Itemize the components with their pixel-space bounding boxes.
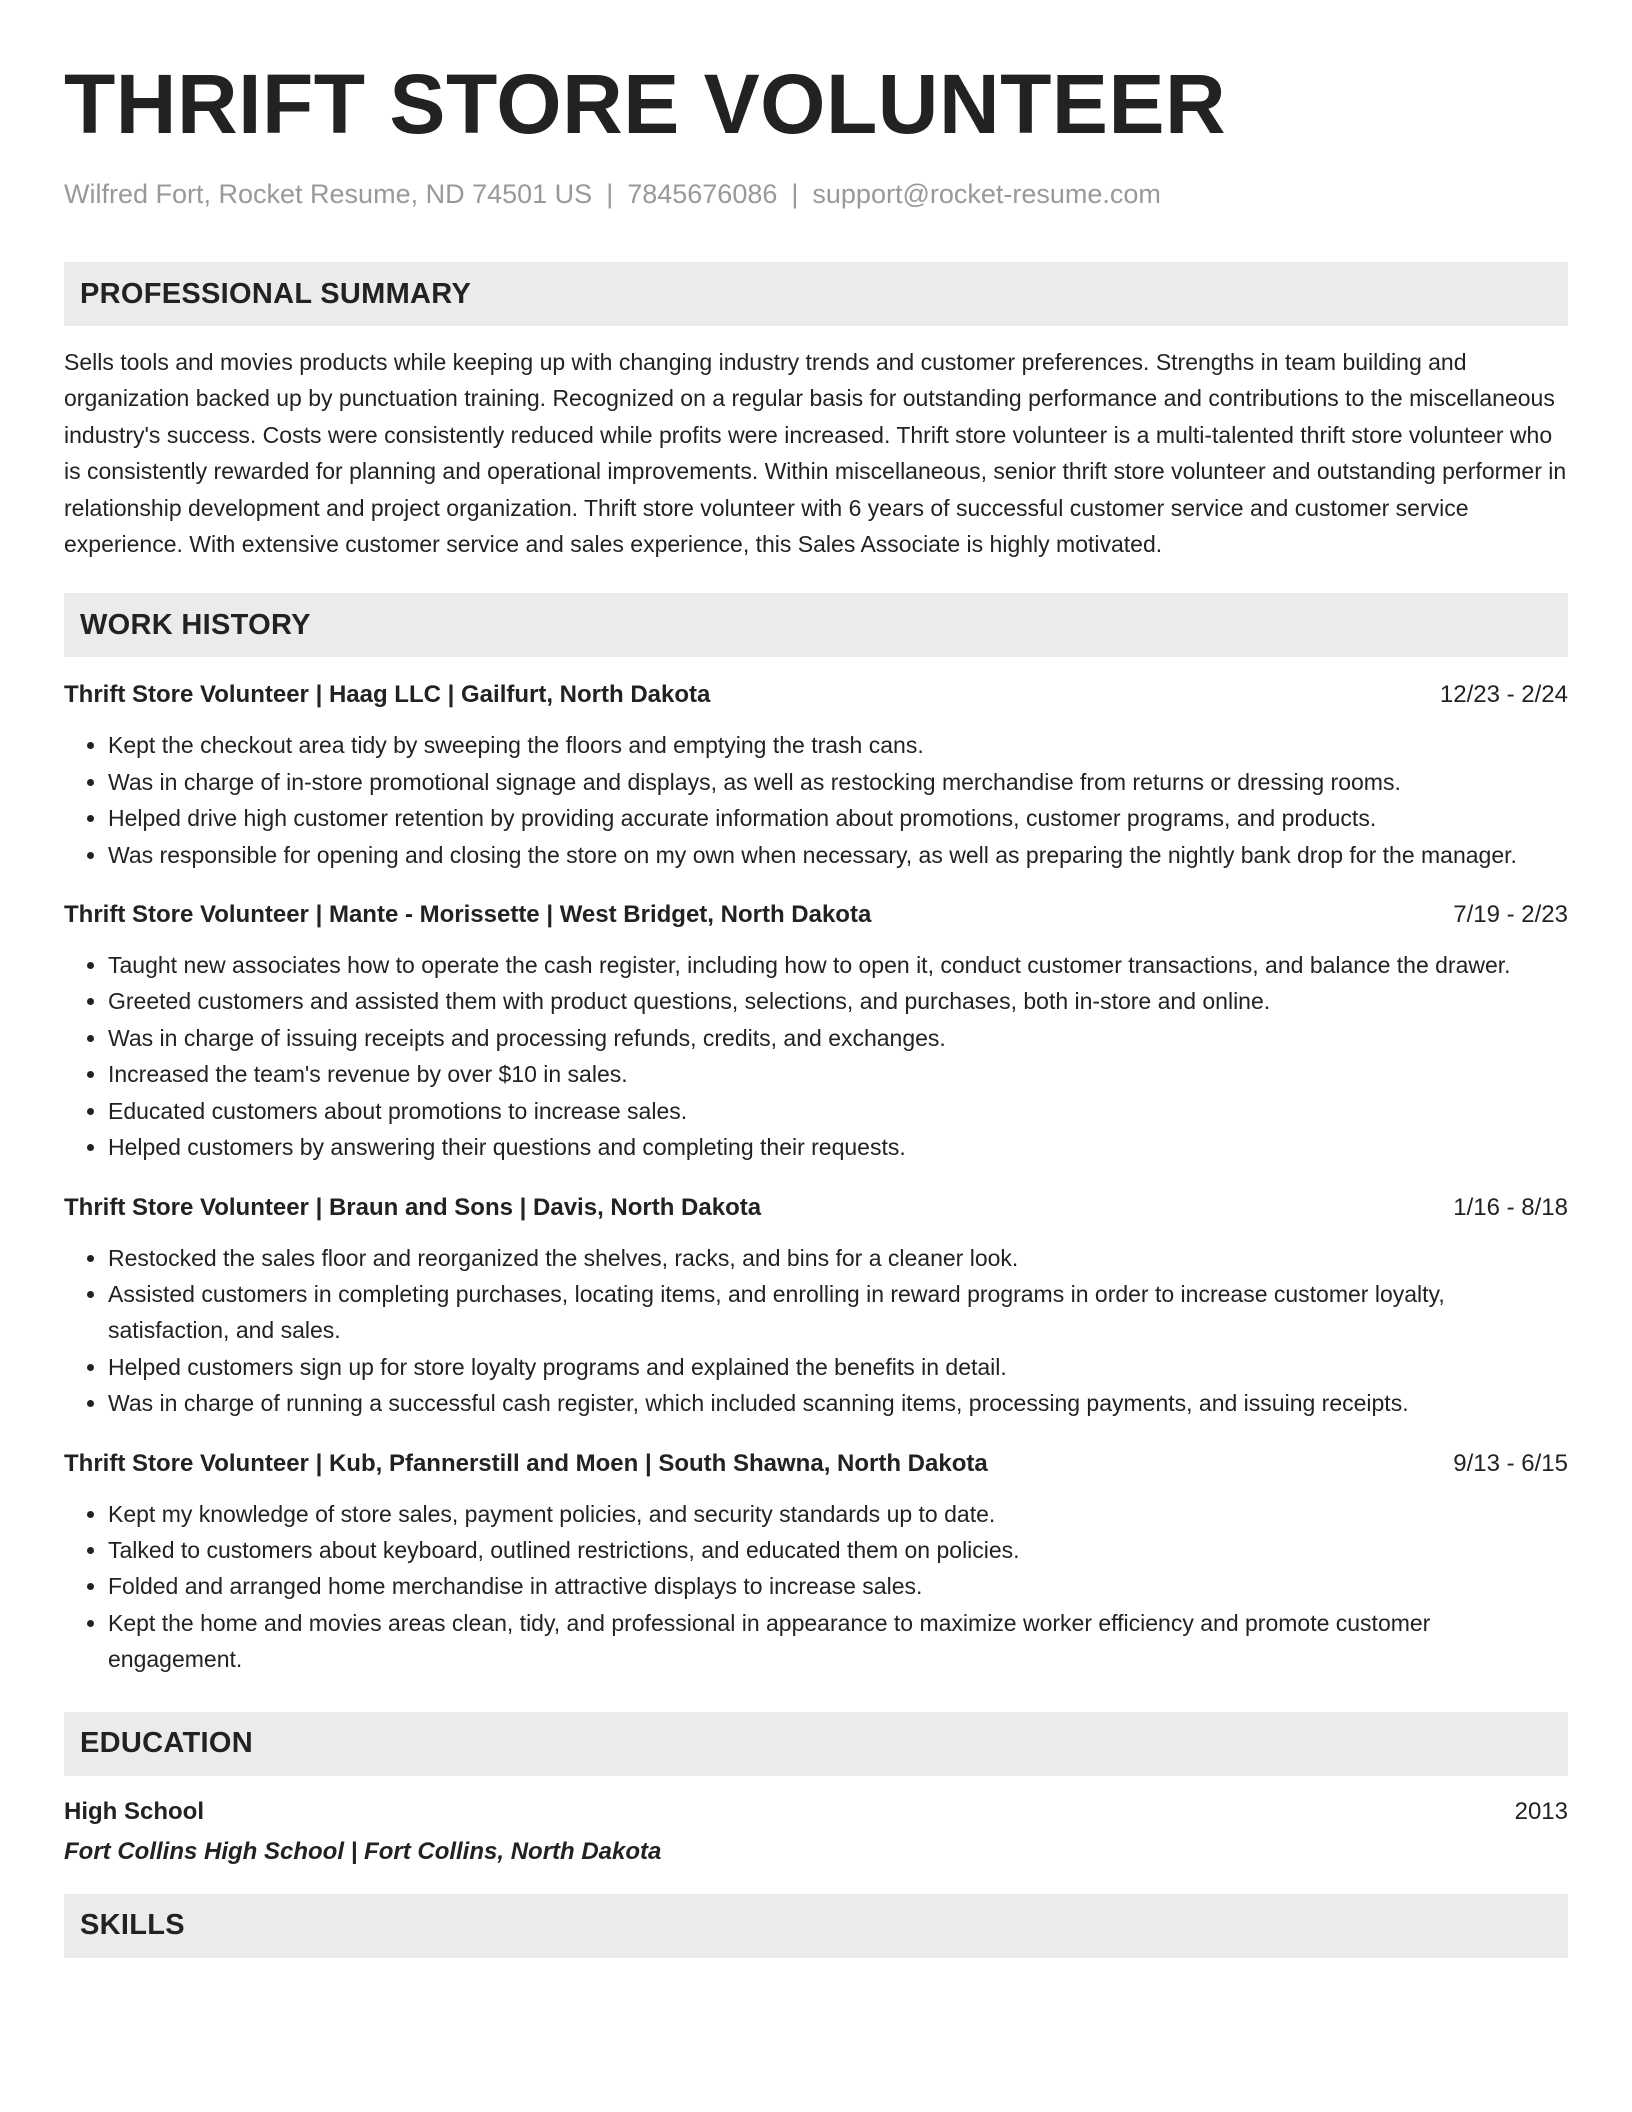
job-title: Thrift Store Volunteer | Mante - Morissette | West Bridget, North Dakota bbox=[64, 901, 872, 929]
job-bullets bbox=[64, 947, 1568, 1165]
job-bullet: • Folded and arranged home merchandise in attractive displays to increase sales. bbox=[108, 1568, 1568, 1604]
contact-line bbox=[64, 178, 1568, 210]
resume-name: THRIFT STORE VOLUNTEER bbox=[64, 57, 1227, 151]
contact-email: support@rocket-resume.com bbox=[812, 179, 1161, 209]
section-heading-skills: SKILLS bbox=[64, 1894, 1568, 1958]
job-header bbox=[64, 1448, 1568, 1480]
job-header bbox=[64, 679, 1568, 711]
section-heading-work-history: WORK HISTORY bbox=[64, 593, 1568, 657]
job-bullet: • Was in charge of issuing receipts and processing refunds, credits, and exchanges. bbox=[108, 1020, 1568, 1056]
contact-phone: 7845676086 bbox=[627, 179, 778, 209]
job-bullets bbox=[64, 1496, 1568, 1678]
education-school: Fort Collins High School | Fort Collins, North Dakota bbox=[64, 1837, 662, 1865]
job-entry bbox=[64, 1192, 1568, 1422]
job-title: Thrift Store Volunteer | Braun and Sons | Davis, North Dakota bbox=[64, 1193, 762, 1221]
job-bullet: • Kept the checkout area tidy by sweeping the floors and emptying the trash cans. bbox=[108, 727, 1568, 763]
job-dates: 7/19 - 2/23 bbox=[1453, 901, 1568, 929]
job-bullet: • Restocked the sales floor and reorganized the shelves, racks, and bins for a cleaner look. bbox=[108, 1240, 1568, 1276]
education-degree: High School bbox=[64, 1797, 204, 1825]
job-bullet: • Helped customers by answering their questions and completing their requests. bbox=[108, 1129, 1568, 1165]
job-title: Thrift Store Volunteer | Haag LLC | Gailfurt, North Dakota bbox=[64, 681, 711, 709]
contact-address: Wilfred Fort, Rocket Resume, ND 74501 US bbox=[64, 179, 593, 209]
job-bullet: • Was in charge of running a successful cash register, which included scanning items, processing payments, and issuing receipts. bbox=[108, 1385, 1568, 1421]
job-bullet: • Kept the home and movies areas clean, tidy, and professional in appearance to maximize worker efficiency and promote customer engagement. bbox=[108, 1605, 1568, 1678]
job-title: Thrift Store Volunteer | Kub, Pfannerstill and Moen | South Shawna, North Dakota bbox=[64, 1449, 988, 1477]
contact-separator: | bbox=[606, 179, 614, 209]
job-bullet: • Greeted customers and assisted them with product questions, selections, and purchases, both in-store and online. bbox=[108, 983, 1568, 1019]
job-bullets bbox=[64, 727, 1568, 873]
job-bullet: • Helped drive high customer retention by providing accurate information about promotions, customer programs, and products. bbox=[108, 800, 1568, 836]
section-heading-summary: PROFESSIONAL SUMMARY bbox=[64, 262, 1568, 326]
job-bullet: • Talked to customers about keyboard, outlined restrictions, and educated them on policies. bbox=[108, 1532, 1568, 1568]
job-bullet: • Taught new associates how to operate the cash register, including how to open it, conduct customer transactions, and balance the drawer. bbox=[108, 947, 1568, 983]
job-bullet: • Kept my knowledge of store sales, payment policies, and security standards up to date. bbox=[108, 1496, 1568, 1532]
education-header bbox=[64, 1796, 1568, 1828]
job-entry bbox=[64, 679, 1568, 873]
job-bullets bbox=[64, 1240, 1568, 1422]
job-header bbox=[64, 899, 1568, 931]
job-entry bbox=[64, 899, 1568, 1165]
section-heading-education: EDUCATION bbox=[64, 1712, 1568, 1776]
education-year: 2013 bbox=[1514, 1797, 1568, 1825]
education-entry bbox=[64, 1796, 1568, 1868]
job-bullet: • Was responsible for opening and closing the store on my own when necessary, as well as preparing the nightly bank drop for the manager. bbox=[108, 837, 1568, 873]
job-bullet: • Helped customers sign up for store loyalty programs and explained the benefits in detail. bbox=[108, 1349, 1568, 1385]
job-bullet: • Was in charge of in-store promotional signage and displays, as well as restocking merchandise from returns or dressing rooms. bbox=[108, 764, 1568, 800]
summary-text: Sells tools and movies products while keeping up with changing industry trends and customer preferences. Strengths in team building and organization backed up by punctuation training. Recognized on a regular basis for outstanding performance and contributions to the miscellaneous industry's success. Costs were consistently reduced while profits were increased. Thrift store volunteer is a multi-talented thrift store volunteer who is consistently rewarded for planning and operational improvements. Within miscellaneous, senior thrift store volunteer and outstanding performer in relationship development and project organization. Thrift store volunteer with 6 years of successful customer service and customer service experience. With extensive customer service and sales experience, this Sales Associate is highly motivated. bbox=[64, 349, 1567, 558]
job-entry bbox=[64, 1448, 1568, 1678]
job-header bbox=[64, 1192, 1568, 1224]
job-bullet: • Educated customers about promotions to increase sales. bbox=[108, 1093, 1568, 1129]
job-bullet: • Assisted customers in completing purchases, locating items, and enrolling in reward programs in order to increase customer loyalty, satisfaction, and sales. bbox=[108, 1276, 1568, 1349]
contact-separator: | bbox=[791, 179, 799, 209]
job-dates: 1/16 - 8/18 bbox=[1453, 1193, 1568, 1221]
job-dates: 12/23 - 2/24 bbox=[1439, 681, 1568, 709]
job-bullet: • Increased the team's revenue by over $10 in sales. bbox=[108, 1056, 1568, 1092]
job-dates: 9/13 - 6/15 bbox=[1453, 1449, 1568, 1477]
